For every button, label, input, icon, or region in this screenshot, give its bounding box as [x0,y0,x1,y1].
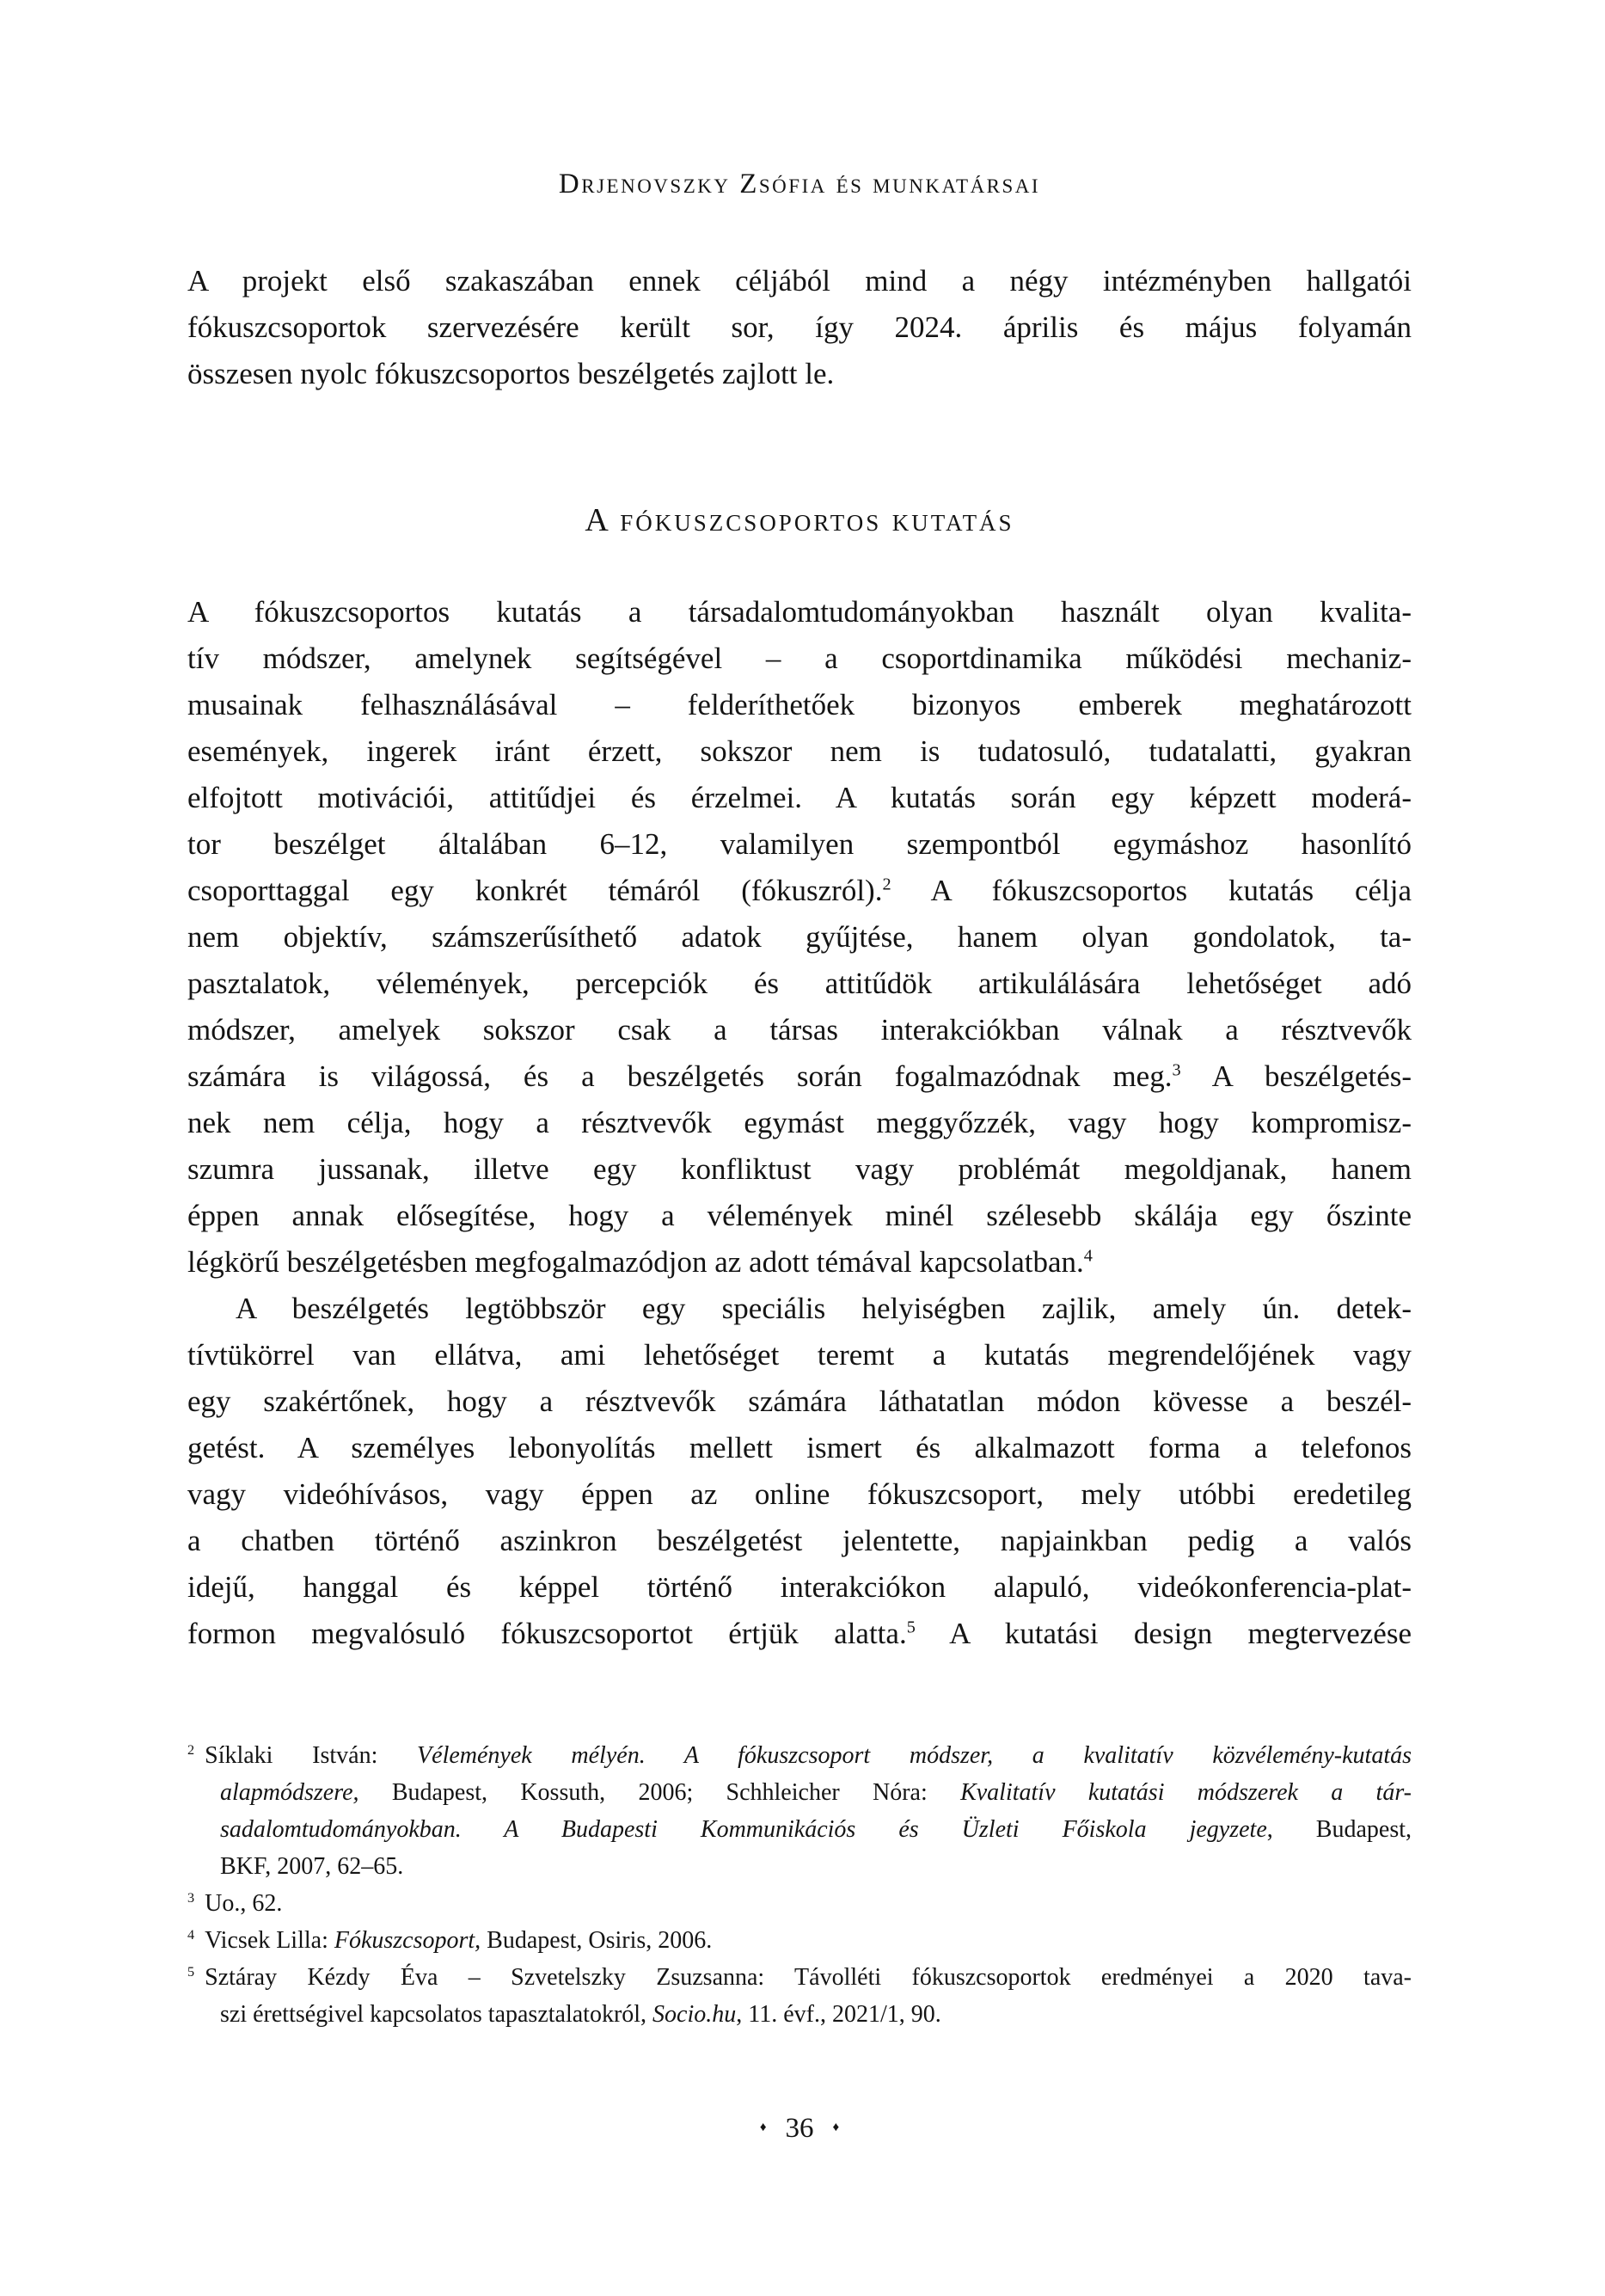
paragraph-intro [187,258,1412,397]
footnote-5 [187,1959,1412,2033]
footnote-line: BKF, 2007, 62–65. [220,1853,404,1880]
text-line: éppen annak elősegítése, hogy a vélemények minél szélesebb skálája egy őszinte [187,1199,1412,1232]
footnote-line [187,1922,1412,1959]
footnotes-block [187,1737,1412,2033]
section-heading: A fókuszcsoportos kutatás [585,502,1014,538]
text-line: csoporttaggal egy konkrét témáról (fókuszról).$^2$ A fókuszcsoportos kutatás célja [187,874,1412,907]
footnote-line [187,1737,1412,1774]
footnote-line: sadalomtudományokban. A Budapesti Kommunikációs és Üzleti Főiskola jegyzete, Budapest, [220,1816,1412,1843]
text-line: összesen nyolc fókuszcsoportos beszélgetés zajlott le. [187,357,835,390]
text-line: pasztalatok, vélemények, percepciók és attitűdök artikulálására lehetőséget adó [187,967,1412,1000]
footnote-text: Síklaki István: Vélemények mélyén. A fókuszcsoport módszer, a kvalitatív közvélemény-kutatás [205,1742,1412,1769]
diamond-ornament-icon: ♦ [832,2121,840,2134]
text-line: getést. A személyes lebonyolítás mellett ismert és alkalmazott forma a telefonos [187,1431,1412,1464]
footnote-line: szi érettségivel kapcsolatos tapasztalatokról, Socio.hu, 11. évf., 2021/1, 90. [220,2001,941,2028]
text-line: módszer, amelyek sokszor csak a társas interakciókban válnak a résztvevők [187,1013,1412,1047]
text-line: A projekt első szakaszában ennek céljából mind a négy intézményben hallgatói [187,264,1412,298]
footnote-2 [187,1737,1412,1885]
text-line: szumra jussanak, illetve egy konfliktust vagy problémát megoldjanak, hanem [187,1152,1412,1186]
text-line: tívtükörrel van ellátva, ami lehetőséget teremt a kutatás megrendelőjének vagy [187,1338,1412,1372]
text-line: fókuszcsoportok szervezésére került sor, így 2024. április és május folyamán [187,310,1412,344]
text-line: idejű, hanggal és képpel történő interakciókon alapuló, videókonferencia-plat- [187,1570,1412,1604]
text-line: a chatben történő aszinkron beszélgetést jelentette, napjainkban pedig a valós [187,1524,1412,1557]
footnote-text: Uo., 62. [205,1890,283,1917]
footnote-marker: 3 [187,1889,195,1906]
text-line: egy szakértőnek, hogy a résztvevők számára láthatatlan módon kövesse a beszél- [187,1384,1412,1418]
running-header: Drjenovszky Zsófia és munkatársai [558,169,1041,200]
text-line: események, ingerek iránt érzett, sokszor nem is tudatosuló, tudatalatti, gyakran [187,734,1412,768]
text-line: A beszélgetés legtöbbször egy speciális helyiségben zajlik, amely ún. detek- [236,1292,1412,1325]
text-line: musainak felhasználásával – felderíthetőek bizonyos emberek meghatározott [187,688,1412,721]
footnote-4 [187,1922,1412,1959]
text-line: légkörű beszélgetésben megfogalmazódjon az adott témával kapcsolatban.$^4$ [187,1245,1093,1279]
text-line: nem objektív, számszerűsíthető adatok gyűjtése, hanem olyan gondolatok, ta- [187,920,1412,954]
footnote-text: Sztáray Kézdy Éva – Szvetelszky Zsuzsanna: Távolléti fókuszcsoportok eredményei a 2020 tava- [205,1964,1412,1991]
footnote-line: alapmódszere, Budapest, Kossuth, 2006; Schhleicher Nóra: Kvalitatív kutatási módszerek a tár- [220,1779,1412,1806]
text-line: A fókuszcsoportos kutatás a társadalomtudományokban használt olyan kvalita- [187,595,1412,629]
diamond-ornament-icon: ♦ [759,2121,767,2134]
text-line: vagy videóhívásos, vagy éppen az online fókuszcsoport, mely utóbbi eredetileg [187,1477,1412,1511]
paragraph-focus-group-definition [187,589,1412,1286]
page-footer [187,2109,1412,2147]
footnote-marker: 4 [187,1926,195,1943]
text-line: számára is világossá, és a beszélgetés során fogalmazódnak meg.$^3$ A beszélgetés- [187,1059,1412,1093]
footnote-line [187,1959,1412,1996]
footnote-3 [187,1885,1412,1922]
text-line: tor beszélget általában 6–12, valamilyen szempontból egymáshoz hasonlító [187,827,1412,861]
footnote-line [187,1885,1412,1922]
footnote-text: Vicsek Lilla: Fókuszcsoport, Budapest, Osiris, 2006. [205,1927,713,1954]
text-line: elfojtott motivációi, attitűdjei és érzelmei. A kutatás során egy képzett moderá- [187,781,1412,814]
footnote-marker: 2 [187,1741,195,1758]
text-line: nek nem célja, hogy a résztvevők egymást meggyőzzék, vagy hogy kompromisz- [187,1106,1412,1139]
paragraph-setting-description [187,1286,1412,1657]
text-line: formon megvalósuló fókuszcsoportot értjük alatta.$^5$ A kutatási design megtervezése [187,1617,1412,1650]
page-number: 36 [785,2113,814,2144]
text-line: tív módszer, amelynek segítségével – a csoportdinamika működési mechaniz- [187,642,1412,675]
footnote-marker: 5 [187,1963,195,1980]
